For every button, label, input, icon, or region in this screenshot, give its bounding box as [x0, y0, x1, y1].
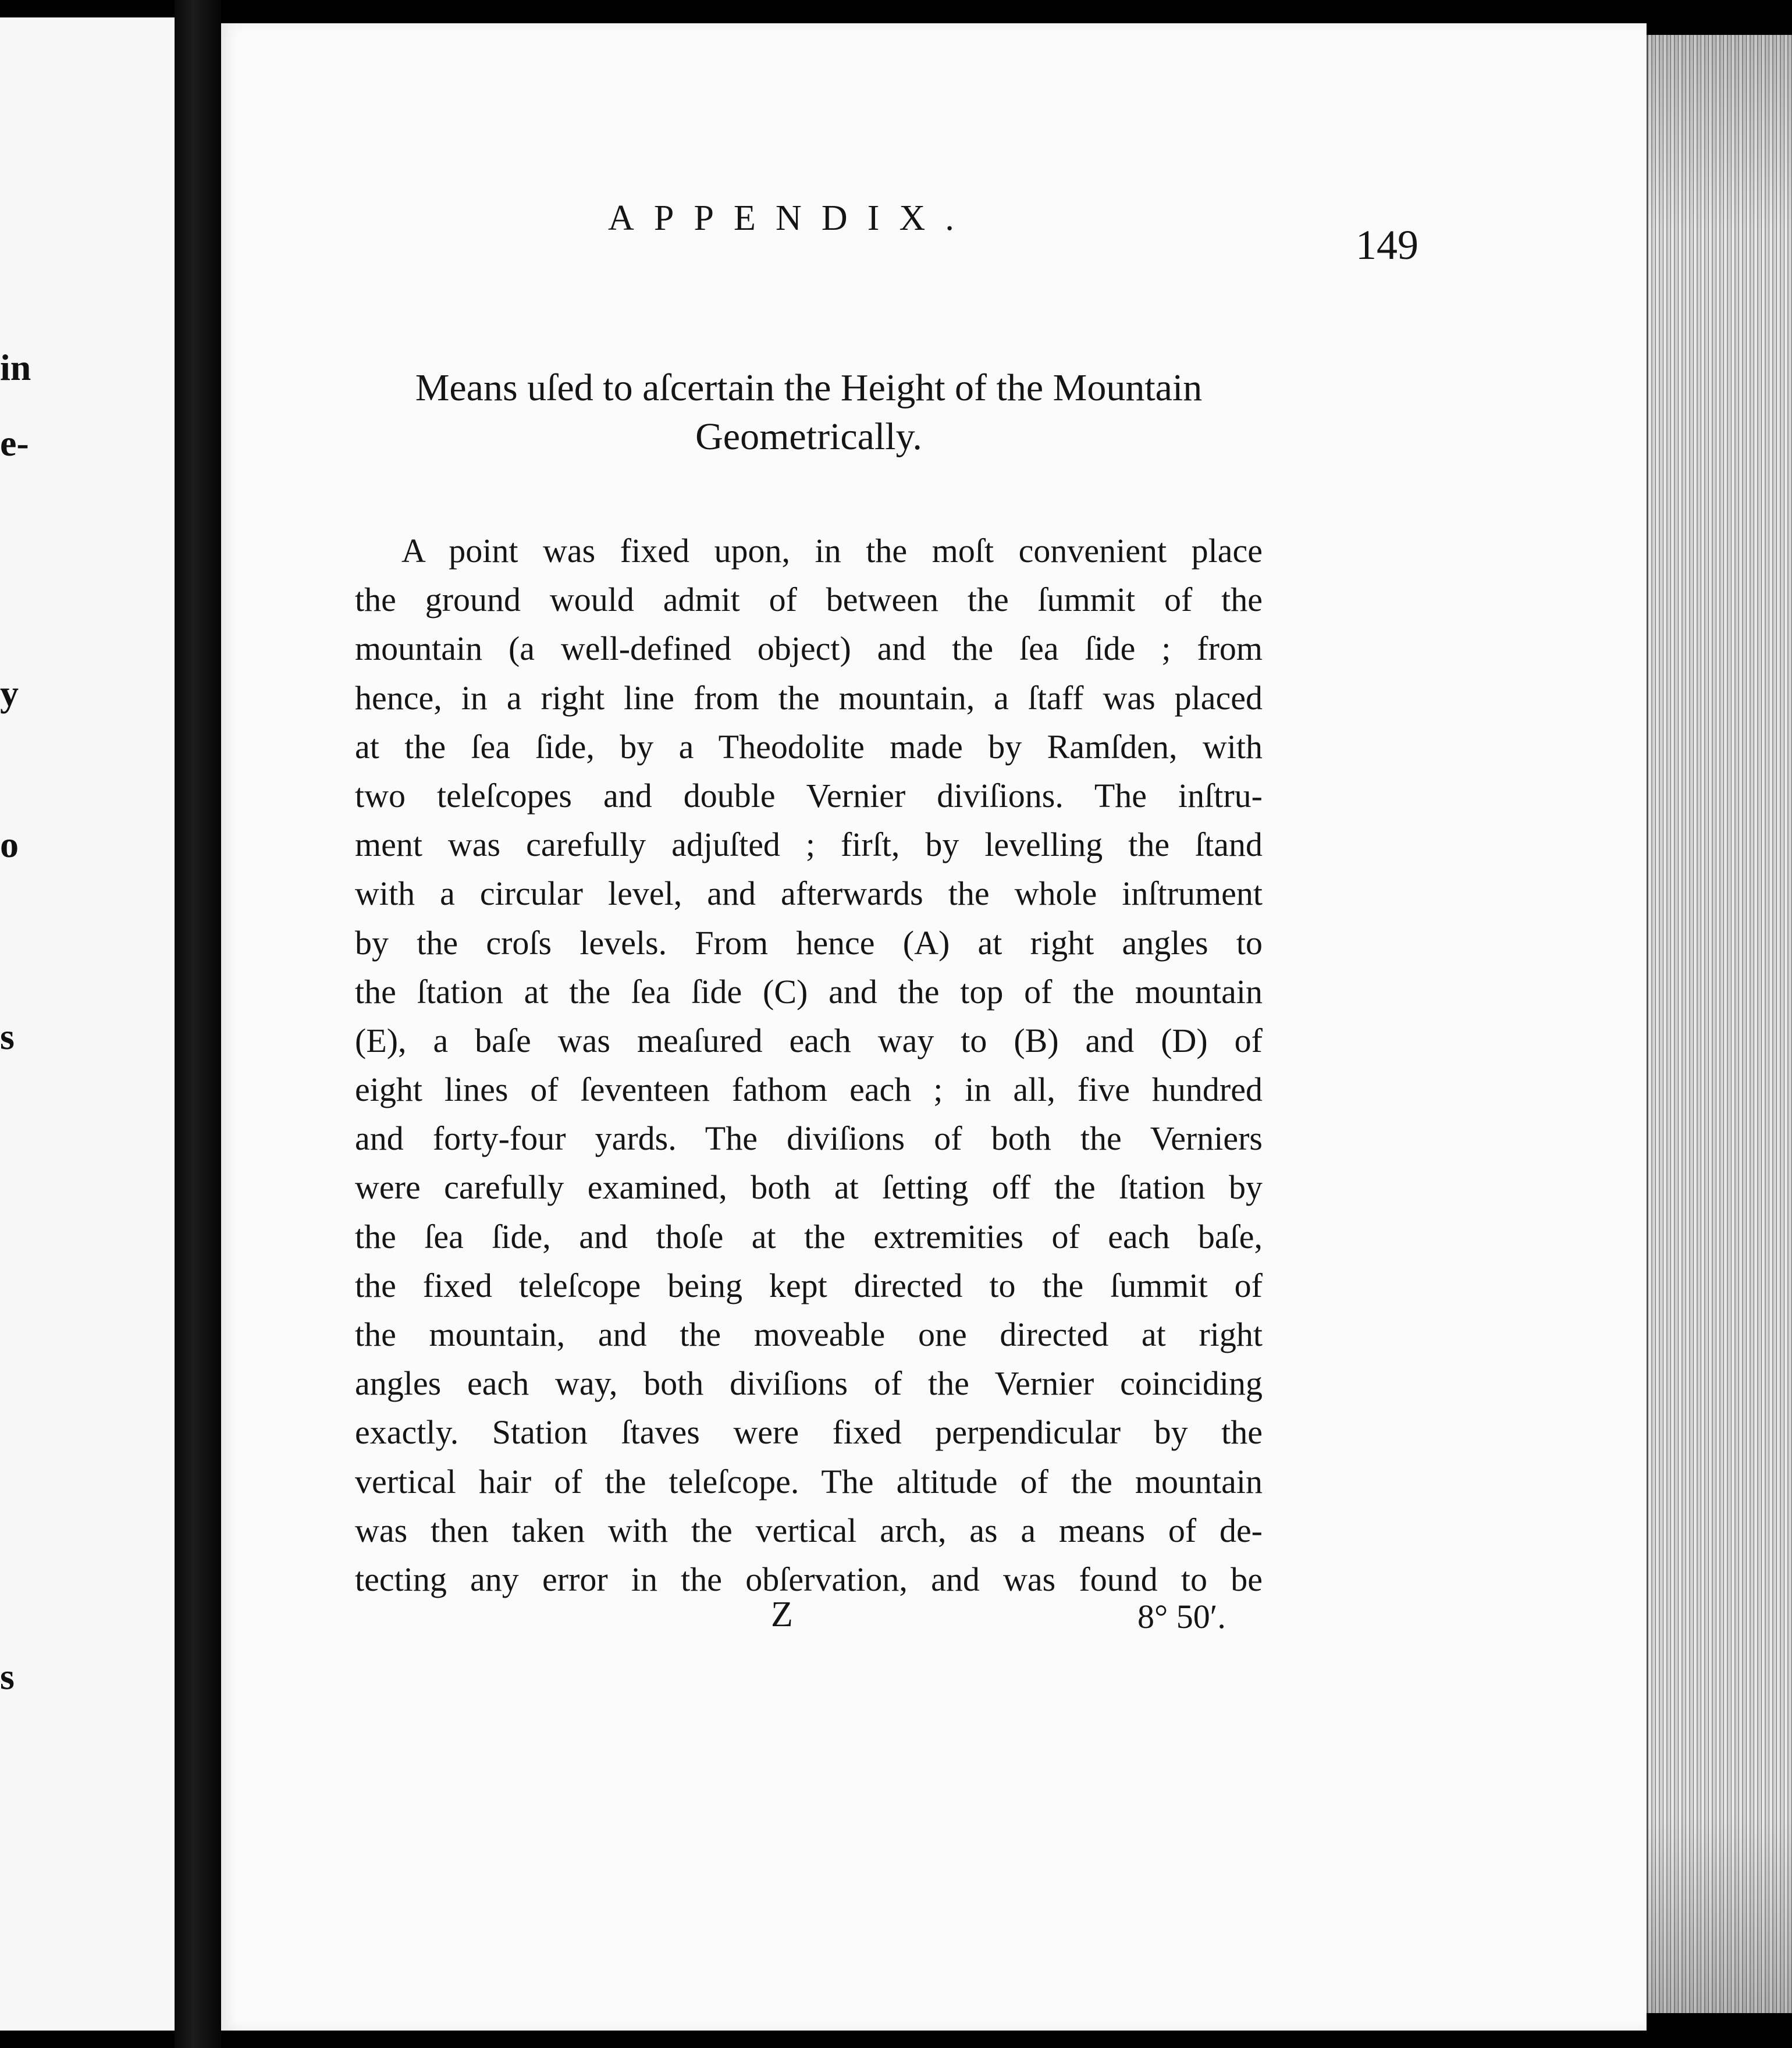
- catchword: 8° 50′.: [1137, 1598, 1226, 1635]
- section-title-line: Geometrically.: [695, 415, 922, 458]
- page-fore-edge: [1647, 35, 1792, 2013]
- left-page-fragment: o: [0, 824, 19, 865]
- body-line: the ground would admit of between the ſummit of the: [355, 581, 1263, 619]
- running-head: APPENDIX.: [608, 198, 974, 238]
- book-gutter: [175, 0, 221, 2048]
- facing-page-left: [0, 17, 178, 2031]
- body-line: angles each way, both diviſions of the Vernier coinciding: [355, 1364, 1263, 1403]
- body-line: (E), a baſe was meaſured each way to (B) and (D) of: [355, 1021, 1263, 1059]
- body-paragraph: [355, 527, 1263, 1604]
- body-line: eight lines of ſeventeen fathom each ; in all, five hundred: [355, 1071, 1263, 1109]
- body-line: A point was fixed upon, in the moſt convenient place: [401, 532, 1263, 570]
- body-line: the ſea ſide, and thoſe at the extremities of each baſe,: [355, 1217, 1263, 1256]
- body-line: mountain (a well-defined object) and the ſea ſide ; from: [355, 630, 1263, 668]
- section-title-line: Means uſed to aſcertain the Height of the Mountain: [415, 367, 1203, 409]
- body-line: the mountain, and the moveable one directed at right: [355, 1315, 1263, 1353]
- body-line: ment was carefully adjuſted ; firſt, by levelling the ſtand: [355, 826, 1263, 864]
- body-line: was then taken with the vertical arch, as a means of de-: [355, 1511, 1263, 1549]
- page-number: 149: [1356, 222, 1418, 268]
- body-line: by the croſs levels. From hence (A) at right angles to: [355, 923, 1263, 962]
- left-page-fragment: in: [0, 347, 31, 388]
- left-page-fragment: y: [0, 673, 19, 714]
- left-page-fragment: s: [0, 1016, 15, 1057]
- left-page-fragment: e-: [0, 422, 29, 464]
- signature-mark: Z: [771, 1595, 793, 1634]
- body-line: two teleſcopes and double Vernier diviſions. The inſtru-: [355, 776, 1263, 815]
- left-page-fragment: s: [0, 1656, 15, 1697]
- section-title: [349, 364, 1268, 461]
- body-line: were carefully examined, both at ſetting off the ſtation by: [355, 1168, 1263, 1207]
- body-line: tecting any error in the obſervation, and was found to be: [355, 1560, 1263, 1598]
- body-line: and forty-four yards. The diviſions of both the Verniers: [355, 1119, 1263, 1158]
- body-line: at the ſea ſide, by a Theodolite made by Ramſden, with: [355, 727, 1263, 766]
- body-line: the ſtation at the ſea ſide (C) and the top of the mountain: [355, 972, 1263, 1011]
- body-line: exactly. Station ſtaves were fixed perpendicular by the: [355, 1413, 1263, 1452]
- body-line: with a circular level, and afterwards the whole inſtrument: [355, 874, 1263, 913]
- body-line: vertical hair of the teleſcope. The altitude of the mountain: [355, 1462, 1263, 1501]
- body-line: hence, in a right line from the mountain, a ſtaff was placed: [355, 678, 1263, 717]
- body-line: the fixed teleſcope being kept directed to the ſummit of: [355, 1266, 1263, 1304]
